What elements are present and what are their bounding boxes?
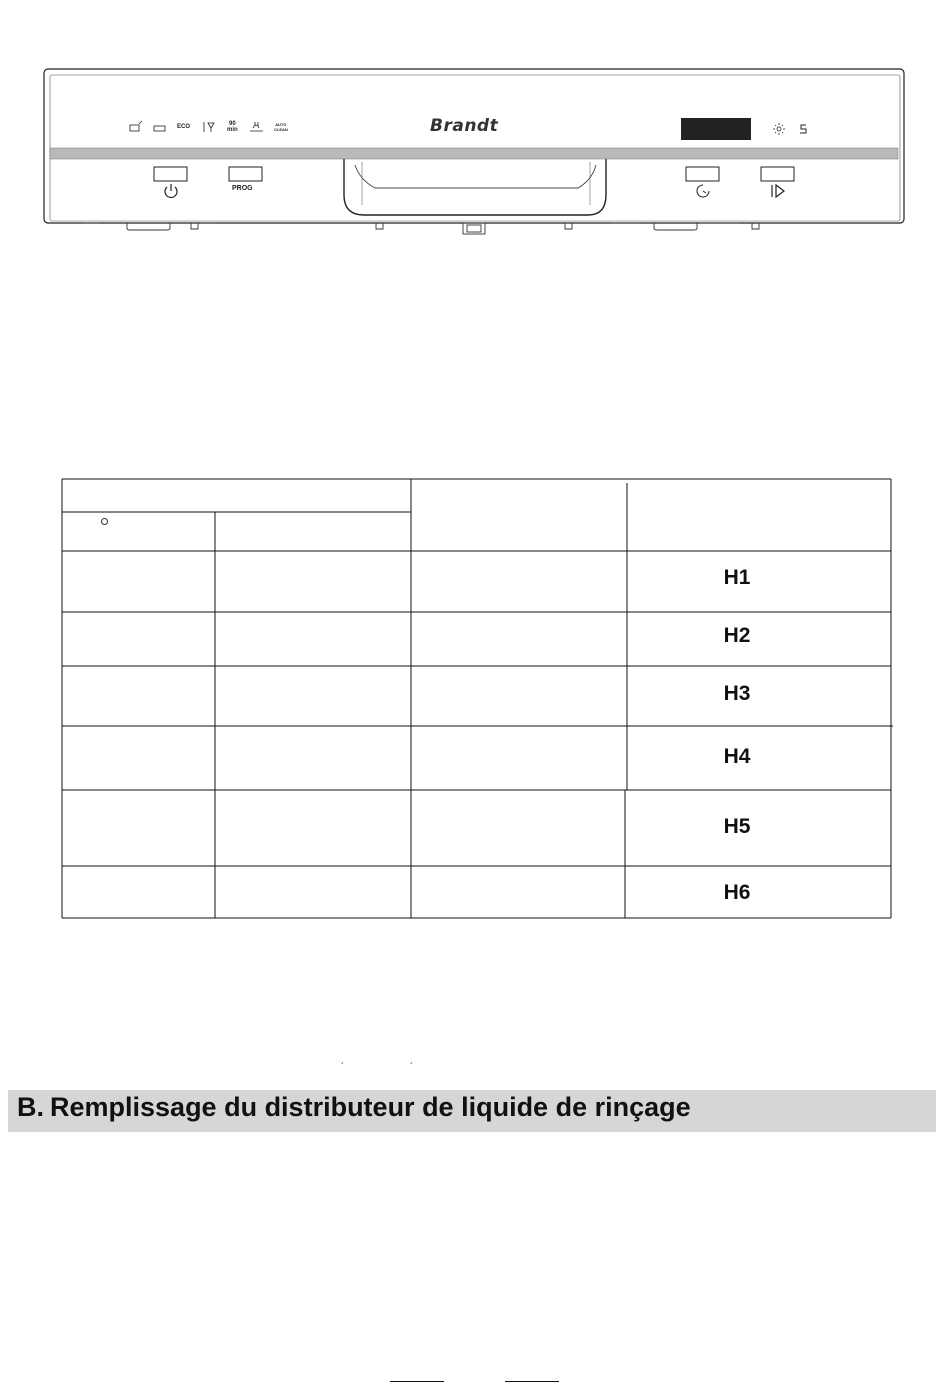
auto-label: AUTO: [275, 122, 287, 127]
table-row-h2: H2: [723, 624, 751, 647]
accent-mark: ´: [341, 1062, 345, 1073]
quick-program-minutes: 90: [228, 121, 236, 127]
blank-line: [505, 1381, 559, 1382]
prog-label: PROG: [232, 185, 253, 192]
accent-mark: ´: [410, 1062, 414, 1073]
table-row-h5: H5: [723, 815, 751, 838]
table-row-h6: H6: [723, 881, 751, 904]
eco-label: ECO: [177, 124, 191, 130]
section-title: Remplissage du distributeur de liquide de rinçage: [50, 1092, 691, 1122]
table-row-h4: H4: [723, 745, 751, 768]
table-row-h3: H3: [723, 682, 751, 705]
blank-line: [390, 1381, 444, 1382]
section-letter: B.: [17, 1092, 44, 1122]
quick-program-unit: min: [227, 127, 238, 133]
section-heading: [17, 1092, 691, 1123]
degree-symbol: [101, 518, 108, 525]
brand-logo: Brandt: [430, 116, 499, 136]
table-row-h1: H1: [723, 566, 751, 589]
clean-label: CLEAN: [274, 127, 288, 132]
